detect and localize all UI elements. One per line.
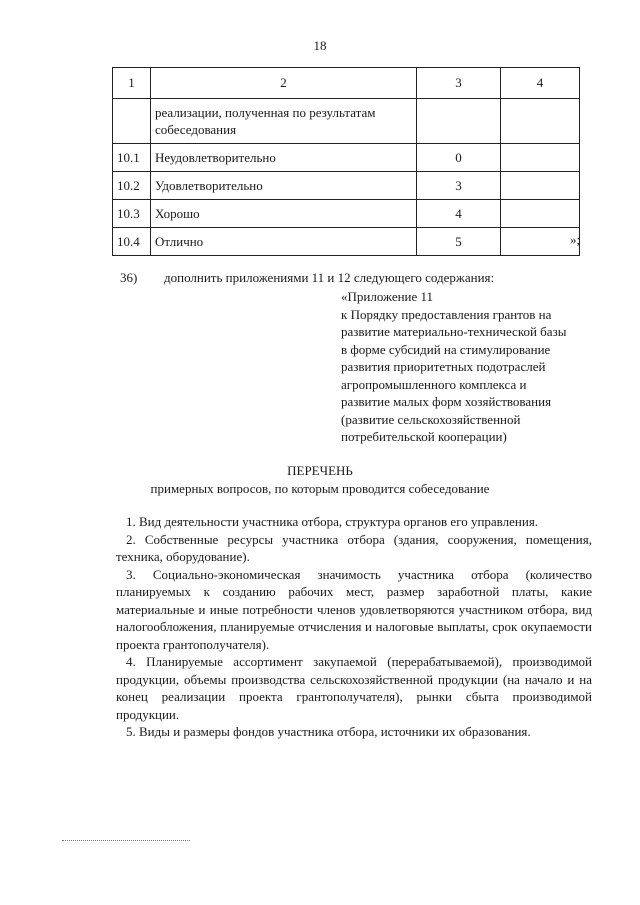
row-text: Отлично [151,228,417,256]
table-row [113,144,580,172]
header-cell: 1 [113,68,151,99]
row-score [417,99,501,144]
row-extra [501,228,580,256]
title-main: ПЕРЕЧЕНЬ [287,463,353,478]
table-header-row [113,68,580,99]
row-extra [501,99,580,144]
row-text: реализации, полученная по результатам собеседования [151,99,417,144]
appendix-line: (развитие сельскохозяйственной [341,411,521,427]
header-cell: 4 [501,68,580,99]
question-item: 2. Собственные ресурсы участника отбора (здания, сооружения, помещения, техника, оборудование). [116,531,592,564]
row-number: 10.4 [113,228,151,256]
table-row [113,99,580,144]
question-item: 1. Вид деятельности участника отбора, структура органов его управления. [126,514,539,529]
table-row [113,200,580,228]
questions-list [116,513,592,741]
appendix-line: развитие малых форм хозяйствования [341,394,552,409]
appendix-line: развития приоритетных подотраслей [341,359,546,374]
amendment-text: дополнить приложениями 11 и 12 следующего содержания: [164,270,495,285]
score-table [112,67,580,256]
footer-divider [62,840,190,841]
page-number: 18 [313,38,327,53]
row-number: 10.1 [113,144,151,172]
appendix-line: агропромышленного комплекса и [341,376,527,392]
appendix-line: развитие материально-технической базы [341,324,567,339]
appendix-header [341,288,566,446]
closing-quote-mark: »; [570,232,581,247]
table-row [113,228,580,256]
header-cell: 2 [151,68,417,99]
row-number: 10.3 [113,200,151,228]
amendment-number: 36) [120,270,138,285]
appendix-line: «Приложение 11 [341,289,434,304]
appendix-line: потребительской кооперации) [341,429,507,444]
row-extra [501,172,580,200]
row-number: 10.2 [113,172,151,200]
row-score: 0 [417,144,501,172]
question-item: 4. Планируемые ассортимент закупаемой (перерабатываемой), производимой продукции, объемы производства сельскохозяйственной продукции (на начало и на конец реализации проекта грантополучателя), рынки сбыта производимой продукции. [116,654,592,722]
appendix-line: к Порядку предоставления грантов на [341,306,552,322]
row-number [113,99,151,144]
row-extra [501,144,580,172]
header-cell: 3 [417,68,501,99]
appendix-line: в форме субсидий на стимулирование [341,341,551,357]
row-score: 4 [417,200,501,228]
table-row [113,172,580,200]
question-item: 5. Виды и размеры фондов участника отбора, источники их образования. [126,724,531,739]
question-item: 3. Социально-экономическая значимость участника отбора (количество планируемых к созданию рабочих мест, размер заработной платы, какие материальные и иные потребности членов удовлетворяются участником отбора, вид налогообложения, планируемые отчисления и налоговые выплаты, срок окупаемости проекта грантополучателя). [116,566,592,652]
row-text: Хорошо [151,200,417,228]
row-text: Удовлетворительно [151,172,417,200]
document-title [0,462,640,497]
row-score: 3 [417,172,501,200]
row-extra [501,200,580,228]
row-score: 5 [417,228,501,256]
title-subtitle: примерных вопросов, по которым проводится собеседование [150,480,490,496]
row-text: Неудовлетворительно [151,144,417,172]
